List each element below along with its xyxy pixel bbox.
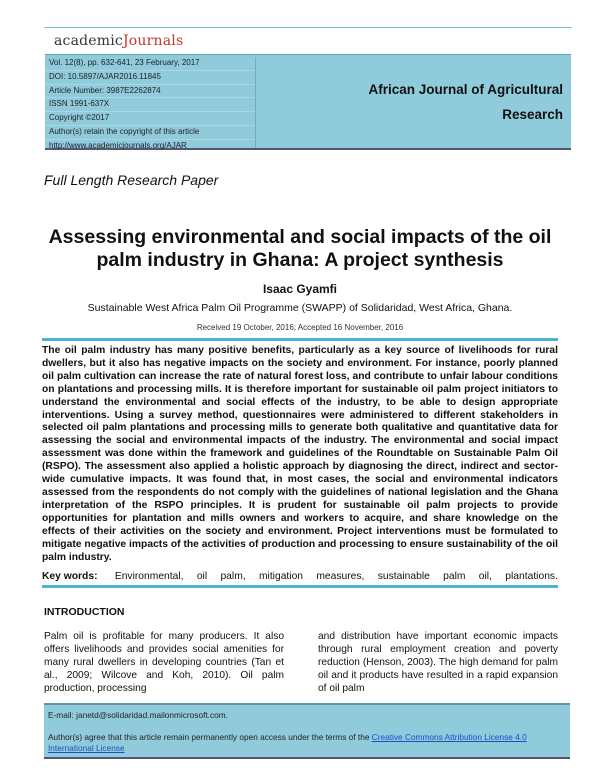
article-body [0, 172, 600, 695]
footnote-box [44, 703, 570, 759]
logo-part2: Journals [122, 33, 184, 49]
keyword: measures, [316, 571, 365, 583]
meta-issn: ISSN 1991-637X [45, 98, 255, 112]
journal-title [368, 77, 563, 127]
abstract-top-rule [42, 338, 558, 341]
abstract-bottom-rule [42, 585, 558, 588]
journal-title-line1: African Journal of Agricultural [368, 82, 563, 97]
author: Isaac Gyamfi [262, 282, 338, 296]
meta-rights: Author(s) retain the copyright of this article [45, 126, 255, 140]
logo-part1: academic [54, 33, 123, 49]
paper-type: Full Length Research Paper [44, 172, 219, 188]
keyword: oil, [478, 571, 492, 583]
license-text: Author(s) agree that this article remain permanently open access under the terms of the [48, 732, 372, 743]
author-email: E-mail: janetd@solidaridad.mailonmicrosoft.com. [48, 710, 228, 721]
intro-column-right: and distribution have important economic impacts through rural employment creation and poverty reduction (Henson, 2003). The high demand for palm oil and it products have resulted in a rapid expansion of oil palm [318, 631, 558, 695]
keyword: oil [196, 571, 208, 583]
publisher-logo [54, 33, 183, 49]
page-header [0, 0, 600, 150]
meta-url[interactable]: http://www.academicjournals.org/AJAR [49, 140, 187, 150]
intro-columns [42, 630, 558, 695]
meta-doi: DOI: 10.5897/AJAR2016.11845 [45, 71, 255, 85]
license-note [48, 732, 566, 754]
journal-title-line2: Research [502, 107, 563, 122]
keyword: sustainable [377, 571, 430, 583]
keyword: palm, [220, 571, 246, 583]
meta-volume: Vol. 12(8), pp. 632-641, 23 February, 2017 [45, 57, 255, 71]
intro-column-left: Palm oil is profitable for many producers. It also offers livelihoods and provides social amenities for many rural dwellers in developing countries (Tan et al., 2009; Wilcove and Koh, 2010). Oil palm production, processing [44, 631, 284, 695]
keywords [42, 570, 558, 585]
abstract: The oil palm industry has many positive benefits, particularly as a key source of livelihoods for rural dwellers, but it also has negative impacts on the society and environment. For instance, poorly planned oil palm cultivation can increase the rate of natural forest loss, and contribute to unfair labour conditions on plantations and processing mills. It is therefore important for sustainable oil palm project initiators to understand the environmental and social effects of the industry, to be able to design appropriate interventions. Using a survey method, questionnaires were administered to different stakeholders in selected oil palm plantations and processing mills to generate both qualitative and quantitative data for assessing the social and environmental impacts of the industry. The environmental and social impact assessment was done within the framework and guidelines of the Roundtable on Sustainable Palm Oil (RSPO). The assessment also applied a holistic approach by diagnosing the direct, indirect and sector-wide cumulative impacts. It was found that, in most cases, the social and environmental indicators assessed from the respondents do not comply with the guidelines of national legislation and the Ghana interpretation of the RSPO principles. It is prudent for sustainable oil palm projects to provide opportunities for plantation and mills owners and workers to acquire, and share knowledge on the effects of their activities on the society and environment. Project interventions must be formulated to mitigate negative impacts of the activities of production and processing to ensure sustainability of the oil palm industry. [42, 345, 558, 563]
keyword: mitigation [258, 571, 304, 583]
license-link[interactable]: Creative Commons Attribution License 4.0 International License [48, 732, 527, 754]
section-heading-introduction: INTRODUCTION [44, 606, 125, 619]
article-meta [45, 57, 256, 148]
keyword: palm [443, 571, 466, 583]
meta-copyright: Copyright ©2017 [45, 112, 255, 126]
meta-article-number: Article Number: 3987E2262874 [45, 85, 255, 99]
affiliation: Sustainable West Africa Palm Oil Programme (SWAPP) of Solidaridad, West Africa, Ghana. [87, 302, 513, 314]
journal-header-box [45, 54, 571, 150]
keyword: plantations. [505, 571, 558, 583]
paper-title: Assessing environmental and social impacts of the oil palm industry in Ghana: A project synthesis [48, 226, 552, 271]
keyword: Environmental, [114, 571, 184, 583]
received-dates: Received 19 October, 2016; Accepted 16 November, 2016 [196, 323, 404, 332]
keywords-label: Key words: [42, 571, 98, 583]
top-rule [44, 27, 572, 28]
